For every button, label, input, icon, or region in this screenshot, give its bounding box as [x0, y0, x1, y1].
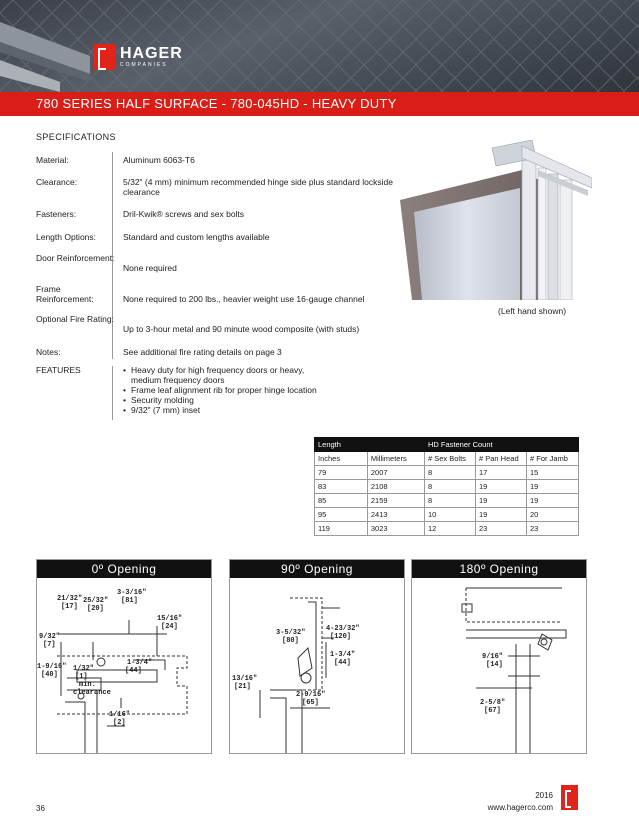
dim-label: [17] [61, 603, 78, 611]
table-row [315, 508, 579, 522]
spec-value: Aluminum 6063-T6 [123, 155, 195, 165]
spec-value: None required [123, 263, 177, 273]
table-cell: 17 [476, 466, 527, 480]
table-cell: 20 [527, 508, 579, 522]
logo-name: HAGER [120, 45, 183, 62]
diagram-180-opening [412, 578, 586, 753]
spec-label: Clearance: [36, 177, 78, 187]
table-cell: 95 [315, 508, 368, 522]
table-cell: 3023 [367, 522, 424, 536]
spec-label: Optional Fire Rating: [36, 314, 114, 324]
dim-label: [81] [121, 597, 138, 605]
panel-title: 90º Opening [230, 560, 404, 578]
table-cell: 12 [425, 522, 476, 536]
dim-label: [80] [282, 637, 299, 645]
dim-label: 13/16" [232, 675, 258, 683]
title-bar [0, 92, 639, 116]
table-column-row [315, 452, 579, 466]
dim-label: [65] [302, 699, 319, 707]
table-cell: 19 [476, 508, 527, 522]
header-banner [0, 0, 639, 92]
diagram-0-opening [37, 578, 211, 753]
table-cell: 8 [425, 494, 476, 508]
spec-label: Length Options: [36, 232, 97, 242]
table-cell: 85 [315, 494, 368, 508]
table-header-length: Length [315, 438, 425, 452]
table-cell: 23 [527, 522, 579, 536]
column-header: # Pan Head [476, 452, 527, 466]
column-header: Inches [315, 452, 368, 466]
hager-logo-mark [94, 44, 116, 70]
dim-label: 1-3/4" [330, 651, 356, 659]
dim-label: 1/32" [73, 665, 95, 673]
table-cell: 15 [527, 466, 579, 480]
table-cell: 19 [476, 480, 527, 494]
features-list [123, 365, 333, 415]
dim-label: [44] [125, 667, 142, 675]
dim-label: 1-3/4" [127, 659, 153, 667]
panel-180-opening [411, 559, 587, 754]
table-cell: 79 [315, 466, 368, 480]
table-row [315, 480, 579, 494]
dim-label: [7] [43, 641, 56, 649]
table-cell: 19 [527, 480, 579, 494]
dim-label: 15/16" [157, 615, 183, 623]
dim-label: 25/32" [83, 597, 109, 605]
dim-label: 1/16" [109, 711, 131, 719]
dim-label: 3-3/16" [117, 589, 147, 597]
dim-label: [67] [484, 707, 501, 715]
dim-label: [20] [87, 605, 104, 613]
table-cell: 19 [527, 494, 579, 508]
table-cell: 2159 [367, 494, 424, 508]
table-row [315, 466, 579, 480]
table-cell: 119 [315, 522, 368, 536]
table-cell: 10 [425, 508, 476, 522]
spec-value: Standard and custom lengths available [123, 232, 270, 242]
feature-item: • 9/32" (7 mm) inset [123, 405, 333, 415]
product-photo [392, 140, 592, 300]
features [123, 365, 333, 415]
panel-0-opening [36, 559, 212, 754]
column-header: Millimeters [367, 452, 424, 466]
dim-label: 2-5/8" [480, 699, 506, 707]
table-row [315, 522, 579, 536]
table-cell: 2108 [367, 480, 424, 494]
dim-label: 3-5/32" [276, 629, 306, 637]
footer-year: 2016 [535, 791, 553, 800]
panel-90-opening [229, 559, 405, 754]
table-row [315, 494, 579, 508]
spec-label: Notes: [36, 347, 61, 357]
dim-label: [14] [486, 661, 503, 669]
fastener-table [314, 437, 579, 536]
table-cell: 8 [425, 480, 476, 494]
hager-footer-logo-icon [561, 785, 578, 810]
spec-value: Up to 3-hour metal and 90 minute wood composite (with studs) [123, 324, 360, 334]
column-header: # For Jamb [527, 452, 579, 466]
column-header: # Sex Bolts [425, 452, 476, 466]
table-cell: 2413 [367, 508, 424, 522]
spec-label: Material: [36, 155, 69, 165]
hager-logo [94, 44, 183, 70]
footer-url: www.hagerco.com [487, 803, 553, 812]
table-cell: 19 [476, 494, 527, 508]
page-number: 36 [36, 804, 45, 813]
spec-label: Fasteners: [36, 209, 77, 219]
spec-value: See additional fire rating details on page 3 [123, 347, 282, 357]
dim-label: [21] [234, 683, 251, 691]
dim-label: [44] [334, 659, 351, 667]
features-label: FEATURES [36, 365, 81, 375]
panel-title: 0º Opening [37, 560, 211, 578]
spec-label: Frame Reinforcement: [36, 284, 94, 304]
specifications-heading: SPECIFICATIONS [36, 132, 116, 142]
dim-label: 1-9/16" [37, 663, 67, 671]
photo-caption: (Left hand shown) [498, 306, 567, 316]
table-cell: 83 [315, 480, 368, 494]
dim-label: 4-23/32" [326, 625, 360, 633]
dim-label: 21/32" [57, 595, 83, 603]
dim-label: 9/32" [39, 633, 61, 641]
spec-value: None required to 200 lbs., heavier weight use 16-gauge channel [123, 294, 365, 304]
dim-label: clearance [73, 689, 111, 697]
table-cell: 23 [476, 522, 527, 536]
table-cell: 2007 [367, 466, 424, 480]
diagram-90-opening [230, 578, 404, 753]
spec-value: 5/32" (4 mm) minimum recommended hinge side plus standard lockside clearance [123, 177, 393, 197]
dim-label: min. [79, 681, 96, 689]
feature-item: • Heavy duty for high frequency doors or heavy, medium frequency doors [123, 365, 333, 385]
table-header-row [315, 438, 579, 452]
logo-sub: COMPANIES [120, 62, 168, 68]
dim-label: [40] [41, 671, 58, 679]
spec-label: Door Reinforcement: [36, 253, 115, 263]
panel-title: 180º Opening [412, 560, 586, 578]
table-header-fastener-count: HD Fastener Count [425, 438, 579, 452]
feature-item: • Frame leaf alignment rib for proper hinge location [123, 385, 333, 395]
dim-label: 2-9/16" [296, 691, 326, 699]
feature-item: • Security molding [123, 395, 333, 405]
page-title: 780 SERIES HALF SURFACE - 780-045HD - HEAVY DUTY [36, 96, 397, 111]
spec-value: Dril-Kwik® screws and sex bolts [123, 209, 245, 219]
table-cell: 8 [425, 466, 476, 480]
dim-label: [120] [330, 633, 352, 641]
dim-label: [1] [75, 673, 88, 681]
dim-label: [24] [161, 623, 178, 631]
dim-label: [2] [113, 719, 126, 727]
dim-label: 9/16" [482, 653, 504, 661]
